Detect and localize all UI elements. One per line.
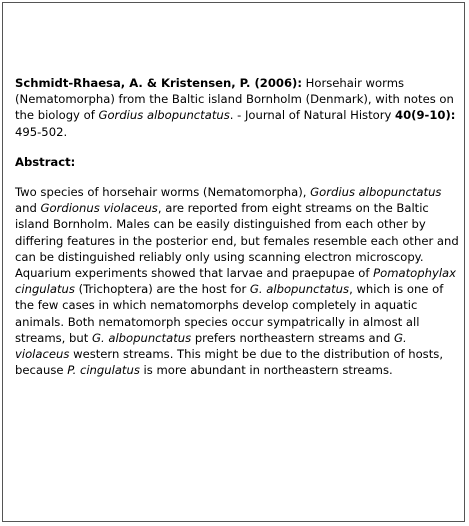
abstract-text-3: , are reported from eight streams on the Baltic island Bornholm. Males can be easily distinguished from each other by differing features in the posterior end, but females resemble each other and can be distinguished reliably only using scanning electron microscopy. Aquarium experiments showed that larvae and praepupae of <box>15 201 459 281</box>
abstract-species-7: P. cingulatus <box>67 363 140 378</box>
citation-pages: 495-502. <box>15 124 68 139</box>
abstract-species-4: G. albopunctatus <box>249 282 350 297</box>
abstract-text-2: and <box>15 201 41 216</box>
abstract-species-1: Gordius albopunctatus <box>310 185 442 200</box>
abstract-text <box>15 184 461 378</box>
citation-volume: 40(9-10): <box>395 108 456 123</box>
abstract-text-8: is more abundant in northeastern streams. <box>139 363 393 378</box>
citation <box>15 75 461 140</box>
abstract-species-6: G. violaceus <box>15 330 407 362</box>
abstract-heading: Abstract: <box>15 154 76 169</box>
abstract-text-7: western streams. This might be due to the distribution of hosts, because <box>15 347 443 378</box>
document-content <box>15 75 461 378</box>
abstract-text-5: , which is one of the few cases in which nematomorphs develop completely in aquatic animals. Both nematomorph species occur sympatrically in almost all streams, but <box>15 282 444 345</box>
citation-title-part1: Horsehair worms (Nematomorpha) from the Baltic island Bornholm (Denmark), with notes on the biology of <box>15 76 454 123</box>
abstract-species-3: Pomatophylax cingulatus <box>15 266 457 297</box>
citation-title-part2: . - Journal of Natural History <box>229 108 396 123</box>
document-frame <box>2 2 465 522</box>
citation-authors: Schmidt-Rhaesa, A. & Kristensen, P. (2006): <box>15 76 302 90</box>
citation-title-species: Gordius albopunctatus <box>98 108 230 123</box>
abstract-text-4: (Trichoptera) are the host for <box>74 282 250 297</box>
abstract-text-1: Two species of horsehair worms (Nematomorpha), <box>15 185 311 200</box>
abstract-species-5: G. albopunctatus <box>91 330 192 345</box>
abstract-text-6: prefers northeastern streams and <box>191 330 395 345</box>
abstract-species-2: Gordionus violaceus <box>40 201 158 216</box>
